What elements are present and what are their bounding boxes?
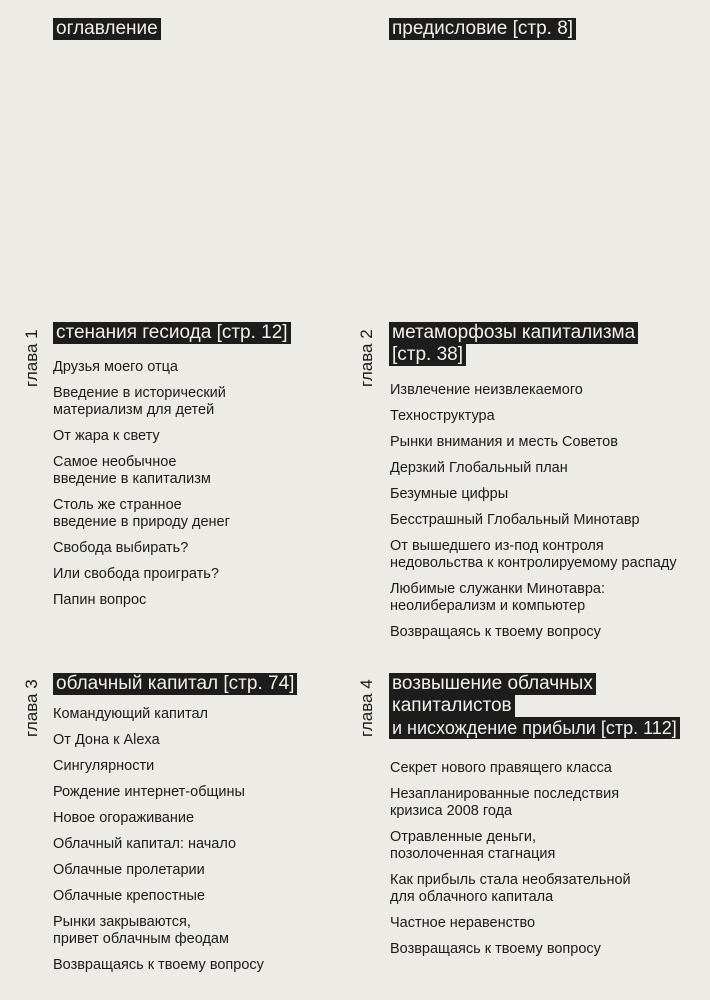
chapter-4-label: глава 4 [357,679,376,737]
list-item[interactable]: Самое необычное введение в капитализм [53,454,211,487]
chapter-2-title[interactable] [389,322,638,366]
list-item[interactable]: Рынки внимания и месть Советов [390,434,618,450]
chapter-3-title[interactable]: облачный капитал [стр. 74] [53,673,297,695]
chapter-3-label: глава 3 [22,679,41,737]
list-item[interactable]: Возвращаясь к твоему вопросу [390,941,601,957]
list-item[interactable]: Извлечение неизвлекаемого [390,382,583,398]
list-item[interactable]: Любимые служанки Минотавра: неолиберализм и компьютер [390,581,605,614]
chapter-1-title[interactable]: стенания гесиода [стр. 12] [53,322,291,344]
list-item[interactable]: Новое огораживание [53,810,195,826]
list-item[interactable]: Облачные крепостные [53,888,205,904]
list-item[interactable]: Сингулярности [53,758,155,774]
list-item[interactable]: Свобода выбирать? [53,540,189,556]
list-item[interactable]: Столь же странное введение в природу денег [53,497,230,530]
list-item[interactable]: Бесстрашный Глобальный Минотавр [390,512,640,528]
chapter-1-items [53,359,353,618]
list-item[interactable]: От жара к свету [53,428,160,444]
chapter-4-title[interactable] [389,673,680,739]
list-item[interactable]: Незапланированные последствия кризиса 2008 года [390,786,620,819]
list-item[interactable]: Введение в исторический материализм для детей [53,385,226,418]
chapter-4-title-line-3: и нисхождение прибыли [стр. 112] [389,717,680,739]
chapter-3-items [53,706,353,983]
list-item[interactable]: Командующий капитал [53,706,208,722]
list-item[interactable]: Облачные пролетарии [53,862,205,878]
list-item[interactable]: Техноструктура [390,408,495,424]
chapter-4-title-line-2: капиталистов [389,695,515,717]
chapter-4-title-line-1: возвышение облачных [389,673,596,695]
list-item[interactable]: Как прибыль стала необязательной для облачного капитала [390,872,631,905]
chapter-2-label: глава 2 [357,329,376,387]
list-item[interactable]: Секрет нового правящего класса [390,760,612,776]
list-item[interactable]: От вышедшего из-под контроля недовольства к контролируемому распаду [390,538,677,571]
list-item[interactable]: Дерзкий Глобальный план [390,460,568,476]
list-item[interactable]: Отравленные деньги, позолоченная стагнация [390,829,556,862]
list-item[interactable]: Друзья моего отца [53,359,178,375]
list-item[interactable]: Рынки закрываются, привет облачным феодам [53,914,229,947]
chapter-2-title-page: [стр. 38] [389,344,466,366]
chapter-1-label: глава 1 [22,329,41,387]
list-item[interactable]: Возвращаясь к твоему вопросу [53,957,264,973]
list-item[interactable]: Облачный капитал: начало [53,836,237,852]
list-item[interactable]: Папин вопрос [53,592,147,608]
list-item[interactable]: Рождение интернет-общины [53,784,245,800]
chapter-2-items [390,382,708,650]
toc-title: оглавление [53,18,161,40]
list-item[interactable]: Возвращаясь к твоему вопросу [390,624,601,640]
chapter-4-items [390,760,708,967]
list-item[interactable]: Или свобода проиграть? [53,566,219,582]
chapter-2-title-line: метаморфозы капитализма [389,322,638,344]
preface-heading[interactable]: предисловие [стр. 8] [389,18,576,40]
list-item[interactable]: Частное неравенство [390,915,536,931]
list-item[interactable]: Безумные цифры [390,486,509,502]
list-item[interactable]: От Дона к Alexa [53,732,160,748]
